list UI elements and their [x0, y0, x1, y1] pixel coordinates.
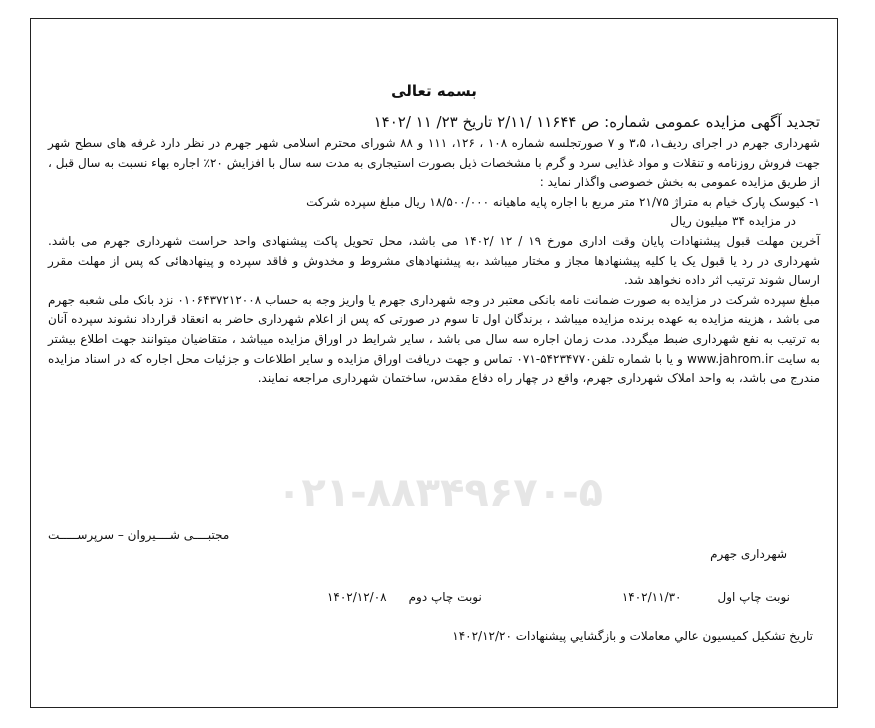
second-print-label: نوبت چاپ دوم — [408, 590, 482, 604]
document-body — [48, 30, 820, 389]
first-print-date: ۱۴۰۲/۱۱/۳۰ — [621, 590, 682, 604]
organization-name: شهرداری جهرم — [710, 547, 787, 561]
commission-date: تاريخ تشکيل کميسيون عالي معاملات و بازگشايي پيشنهادات ۱۴۰۲/۱۲/۲۰ — [452, 629, 813, 643]
notice-body — [48, 134, 820, 389]
deadline-paragraph: آخرین مهلت قبول پیشنهادات پایان وقت اداری مورخ ۱۹ / ۱۲ /۱۴۰۲ می باشد، محل تحویل پاکت پیشنهادی واحد حراست شهرداری جهرم می باشد. شهرداری در رد یا قبول یک یا کلیه پیشنهادها مجاز و مختار میباشد ،به پیشنهادهای مشروط و مخدوش و فاقد سپرده و پینهادهائی که پس از مهلت مقرر ارسال شوند ترتیب اثر داده نخواهد شد. — [48, 233, 821, 288]
first-print-label: نوبت چاپ اول — [717, 590, 790, 604]
item-1-line-2: در مزایده ۳۴ میلیون ریال — [670, 214, 796, 229]
page-heading: بسمه تعالی — [391, 82, 477, 100]
print-schedule — [48, 590, 808, 604]
intro-paragraph: شهرداری جهرم در اجرای ردیف۱، ۳،۵ و ۷ صورتجلسه شماره ۱۰۸ ، ۱۲۶، ۱۱۱ و ۸۸ شورای محترم اسلامی شهر جهرم در نظر دارد غرفه های سطح شهر جهت فروش روزنامه و تنقلات و مواد غذایی سرد و گرم با مشخصات ذیل بصورت استیجاری به مدت سه سال با افزایش ۲۰٪ اجاره بهاء نسبت به سال قبل ، از طریق مزایده عمومی به بخش خصوصی واگذار نماید : — [48, 136, 821, 190]
contact-text: و یا با شماره تلفن۵۴۲۳۴۷۷۰-۰۷۱ تماس و جهت دریافت اوراق مزایده و سایر اطلاعات و جزئیات محل اجاره که در اسناد مزایده مندرج می باشد، به واحد املاک شهرداری جهرم، واقع در چهار راه دفاع مقدس، ساختمان شهرداری مراجعه نمایند. — [48, 351, 820, 386]
deposit-paragraph — [48, 291, 820, 389]
notice-title: تجدید آگهی مزایده عمومی شماره: ص ۱۱۶۴۴ /۲/۱۱ تاریخ ۲۳/ ۱۱ /۱۴۰۲ — [373, 113, 820, 131]
second-print-date: ۱۴۰۲/۱۲/۰۸ — [326, 590, 387, 604]
website-link[interactable]: www.jahrom.ir — [687, 351, 774, 366]
item-1-line-1: ۱- کیوسک پارک خیام به متراژ ۲۱/۷۵ متر مربع با اجاره پایه ماهیانه ۱۸/۵۰۰/۰۰۰ ریال مبلغ سپرده شرکت — [306, 194, 820, 209]
deposit-text: مبلغ سپرده شرکت در مزایده به صورت ضمانت نامه بانکی معتبر در وجه شهرداری جهرم یا واریز وجه به حساب ۰۱۰۶۴۳۷۲۱۲۰۰۸ نزد بانک ملی شعبه جهرم می باشد ، هزینه مزایده به عهده برنده مزایده میباشد ، برندگان اول تا سوم در صورتی که پس از اعلام شهرداری حاضر به انعقاد قرارداد نشوند سپرده آنان به ترتیب به نفع شهرداری ضبط میگردد. مدت زمان اجاره سه سال می باشد ، سایر شرایط در اوراق مزایده میباشد ، متقاضیان میتوانند جهت اطلاع بیشتر به سایت — [48, 292, 820, 366]
signatory-name: مجتبــــی شــــیروان – سرپرســـــت — [48, 528, 230, 542]
watermark-phone: ۰۲۱-۸۸۳۴۹۶۷۰-۵ — [276, 470, 604, 516]
